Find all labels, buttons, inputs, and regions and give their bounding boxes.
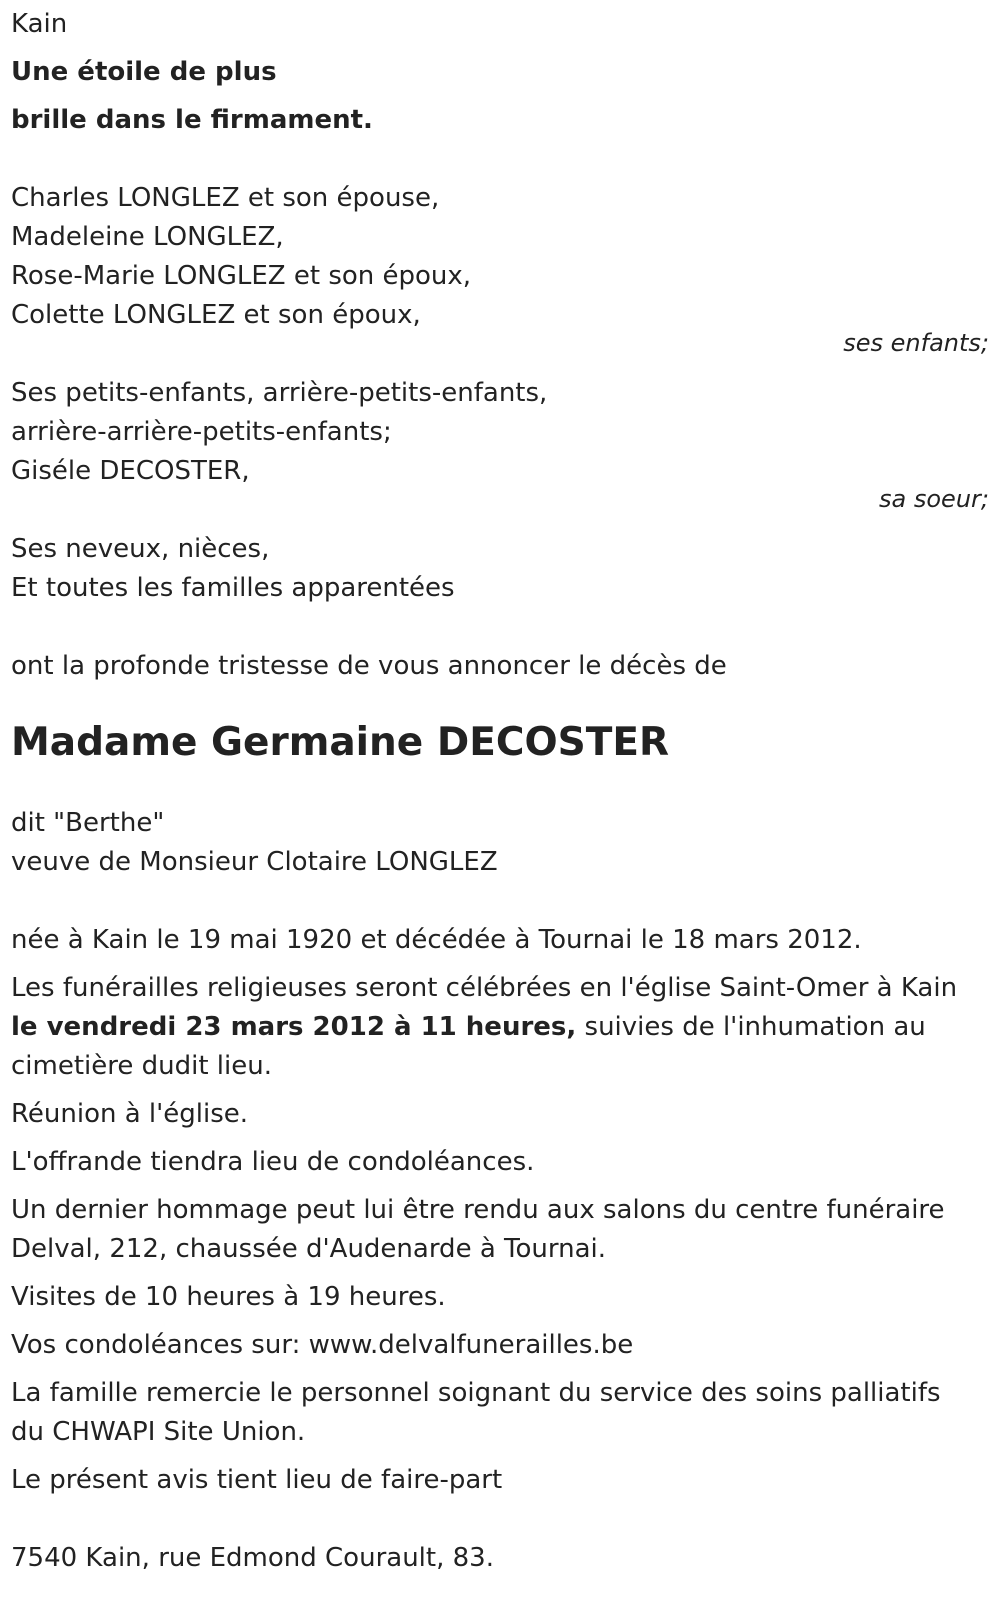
funeral-line-3: cimetière dudit lieu. — [11, 1051, 272, 1081]
announcement: ont la profonde tristesse de vous annoncer le décès de — [11, 651, 727, 681]
headline-line-1: Une étoile de plus — [11, 57, 277, 87]
tribute-line-2: Delval, 212, chaussée d'Audenarde à Tournai. — [11, 1234, 607, 1264]
funeral-burial: suivies de l'inhumation au — [576, 1012, 926, 1042]
thanks-line-1: La famille remercie le personnel soignant du service des soins palliatifs — [11, 1378, 941, 1408]
child-1: Charles LONGLEZ et son épouse, — [11, 183, 440, 213]
child-4: Colette LONGLEZ et son époux, — [11, 300, 421, 330]
location: Kain — [11, 9, 68, 39]
headline-line-2: brille dans le firmament. — [11, 105, 373, 135]
relatives-line-2: Et toutes les familles apparentées — [11, 573, 455, 603]
grandchildren-line-1: Ses petits-enfants, arrière-petits-enfants, — [11, 378, 548, 408]
child-3: Rose-Marie LONGLEZ et son époux, — [11, 261, 472, 291]
visits: Visites de 10 heures à 19 heures. — [11, 1282, 446, 1312]
address: 7540 Kain, rue Edmond Courault, 83. — [11, 1543, 494, 1573]
grandchildren-line-2: arrière-arrière-petits-enfants; — [11, 417, 392, 447]
funeral-line-1: Les funérailles religieuses seront célébrées en l'église Saint-Omer à Kain — [11, 973, 958, 1003]
birth-death: née à Kain le 19 mai 1920 et décédée à Tournai le 18 mars 2012. — [11, 925, 862, 955]
funeral-date: le vendredi 23 mars 2012 à 11 heures, — [11, 1012, 577, 1042]
deceased-name: Madame Germaine DECOSTER — [11, 720, 669, 765]
nickname: dit "Berthe" — [11, 808, 165, 838]
tribute-line-1: Un dernier hommage peut lui être rendu aux salons du centre funéraire — [11, 1195, 945, 1225]
obituary-notice — [11, 4, 989, 1578]
relatives-line-1: Ses neveux, nièces, — [11, 534, 270, 564]
condolences: Vos condoléances sur: www.delvalfunerailles.be — [11, 1330, 634, 1360]
meeting: Réunion à l'église. — [11, 1099, 249, 1129]
notice: Le présent avis tient lieu de faire-part — [11, 1465, 503, 1495]
children-role: ses enfants; — [843, 329, 989, 357]
child-2: Madeleine LONGLEZ, — [11, 222, 284, 252]
thanks-line-2: du CHWAPI Site Union. — [11, 1417, 306, 1447]
sister-name: Giséle DECOSTER, — [11, 456, 250, 486]
funeral-line-2 — [11, 1007, 989, 1047]
offering: L'offrande tiendra lieu de condoléances. — [11, 1147, 535, 1177]
sister-role: sa soeur; — [879, 485, 989, 513]
widow-of: veuve de Monsieur Clotaire LONGLEZ — [11, 847, 498, 877]
